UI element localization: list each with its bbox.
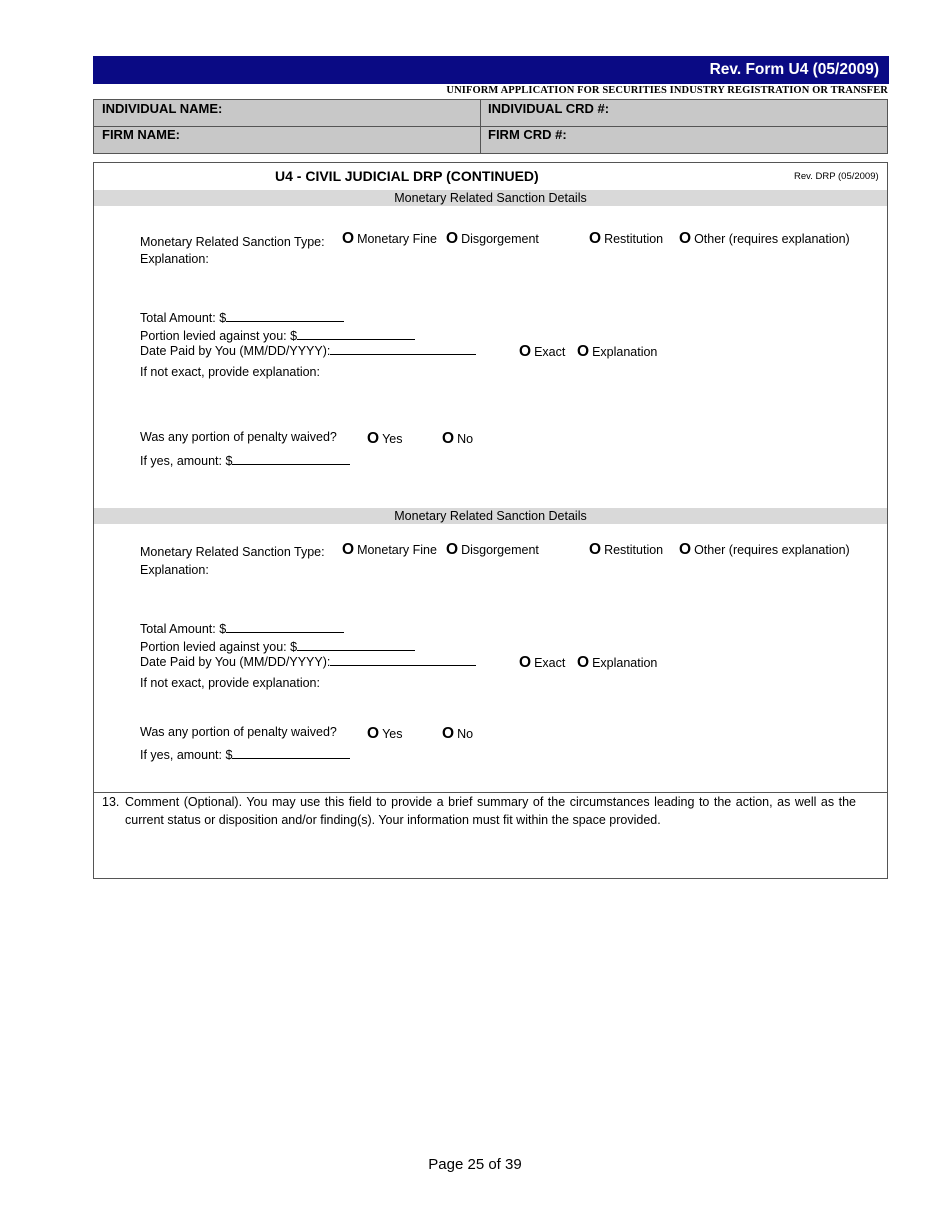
radio-disgorgement[interactable] xyxy=(446,541,539,559)
date-paid-label: Date Paid by You (MM/DD/YYYY): xyxy=(140,655,331,669)
radio-other[interactable] xyxy=(679,230,850,248)
date-paid-field[interactable] xyxy=(140,653,476,669)
total-amount-field[interactable] xyxy=(140,309,344,325)
portion-field[interactable] xyxy=(140,327,415,343)
radio-label: Monetary Fine xyxy=(357,232,437,246)
radio-monetary-fine[interactable] xyxy=(342,541,437,559)
radio-label: Disgorgement xyxy=(461,543,539,557)
radio-label: Explanation xyxy=(592,656,658,670)
radio-explanation[interactable] xyxy=(577,343,657,361)
explanation-label: Explanation: xyxy=(140,563,209,577)
radio-label: Exact xyxy=(534,656,566,670)
radio-label: Other (requires explanation) xyxy=(694,232,850,246)
if-yes-amount-label: If yes, amount: $ xyxy=(140,454,233,468)
radio-restitution[interactable] xyxy=(589,230,663,248)
date-paid-label: Date Paid by You (MM/DD/YYYY): xyxy=(140,344,331,358)
total-amount-field[interactable] xyxy=(140,620,344,636)
individual-name-label: INDIVIDUAL NAME: xyxy=(102,101,223,116)
sanction-details-band: Monetary Related Sanction Details xyxy=(94,190,887,206)
radio-glyph: O xyxy=(446,230,459,247)
radio-label: Yes xyxy=(382,432,403,446)
radio-label: Explanation xyxy=(592,345,658,359)
radio-glyph: O xyxy=(589,541,602,558)
radio-restitution[interactable] xyxy=(589,541,663,559)
radio-glyph: O xyxy=(589,230,602,247)
not-exact-label: If not exact, provide explanation: xyxy=(140,676,320,690)
radio-label: Yes xyxy=(382,727,403,741)
if-yes-amount-label: If yes, amount: $ xyxy=(140,748,233,762)
radio-label: No xyxy=(457,727,474,741)
date-paid-line xyxy=(330,653,476,666)
explanation-label: Explanation: xyxy=(140,252,209,266)
radio-label: Exact xyxy=(534,345,566,359)
individual-crd-label: INDIVIDUAL CRD #: xyxy=(488,101,610,116)
portion-line xyxy=(297,638,415,651)
radio-glyph: O xyxy=(679,541,692,558)
radio-disgorgement[interactable] xyxy=(446,230,539,248)
penalty-waived-label: Was any portion of penalty waived? xyxy=(140,725,337,739)
sanction-details-band: Monetary Related Sanction Details xyxy=(94,508,887,524)
radio-exact[interactable] xyxy=(519,654,565,672)
radio-label: Disgorgement xyxy=(461,232,539,246)
radio-explanation[interactable] xyxy=(577,654,657,672)
section-rev: Rev. DRP (05/2009) xyxy=(794,171,879,182)
radio-label: Restitution xyxy=(604,232,664,246)
uniform-application-caption: UNIFORM APPLICATION FOR SECURITIES INDUSTRY REGISTRATION OR TRANSFER xyxy=(446,85,888,96)
total-amount-line xyxy=(226,620,344,633)
date-paid-line xyxy=(330,342,476,355)
total-amount-label: Total Amount: $ xyxy=(140,622,227,636)
portion-line xyxy=(297,327,415,340)
total-amount-label: Total Amount: $ xyxy=(140,311,227,325)
sanction-type-label: Monetary Related Sanction Type: xyxy=(140,545,325,559)
radio-glyph: O xyxy=(519,654,532,671)
if-yes-amount-line xyxy=(232,746,350,759)
radio-label: Other (requires explanation) xyxy=(694,543,850,557)
penalty-waived-label: Was any portion of penalty waived? xyxy=(140,430,337,444)
radio-glyph: O xyxy=(577,343,590,360)
radio-glyph: O xyxy=(679,230,692,247)
form-title-bar xyxy=(93,56,889,84)
not-exact-label: If not exact, provide explanation: xyxy=(140,365,320,379)
radio-monetary-fine[interactable] xyxy=(342,230,437,248)
radio-glyph: O xyxy=(442,430,455,447)
portion-field[interactable] xyxy=(140,638,415,654)
radio-glyph: O xyxy=(367,725,380,742)
radio-glyph: O xyxy=(577,654,590,671)
comment-instructions: Comment (Optional). You may use this field to provide a brief summary of the circumstances leading to the action, as well as the current status or disposition and/or finding(s). Your information must fit within the space provided. xyxy=(125,795,856,827)
if-yes-amount-line xyxy=(232,452,350,465)
radio-no[interactable] xyxy=(442,725,473,743)
radio-glyph: O xyxy=(342,541,355,558)
radio-label: No xyxy=(457,432,474,446)
firm-name-label: FIRM NAME: xyxy=(102,127,180,142)
radio-glyph: O xyxy=(342,230,355,247)
radio-yes[interactable] xyxy=(367,430,402,448)
radio-glyph: O xyxy=(446,541,459,558)
radio-exact[interactable] xyxy=(519,343,565,361)
radio-glyph: O xyxy=(367,430,380,447)
radio-label: Monetary Fine xyxy=(357,543,437,557)
firm-crd-label: FIRM CRD #: xyxy=(488,127,567,142)
radio-glyph: O xyxy=(442,725,455,742)
radio-label: Restitution xyxy=(604,543,664,557)
if-yes-amount-field[interactable] xyxy=(140,746,350,762)
sanction-type-label: Monetary Related Sanction Type: xyxy=(140,235,325,249)
portion-label: Portion levied against you: $ xyxy=(140,329,298,343)
page-number: Page 25 of 39 xyxy=(428,1156,522,1173)
header-grid xyxy=(93,99,888,154)
portion-label: Portion levied against you: $ xyxy=(140,640,298,654)
date-paid-field[interactable] xyxy=(140,342,476,358)
radio-other[interactable] xyxy=(679,541,850,559)
section-title: U4 - CIVIL JUDICIAL DRP (CONTINUED) xyxy=(275,168,539,184)
if-yes-amount-field[interactable] xyxy=(140,452,350,468)
form-title: Rev. Form U4 (05/2009) xyxy=(709,61,879,78)
radio-glyph: O xyxy=(519,343,532,360)
radio-no[interactable] xyxy=(442,430,473,448)
comment-number: 13. xyxy=(102,795,120,809)
radio-yes[interactable] xyxy=(367,725,402,743)
total-amount-line xyxy=(226,309,344,322)
